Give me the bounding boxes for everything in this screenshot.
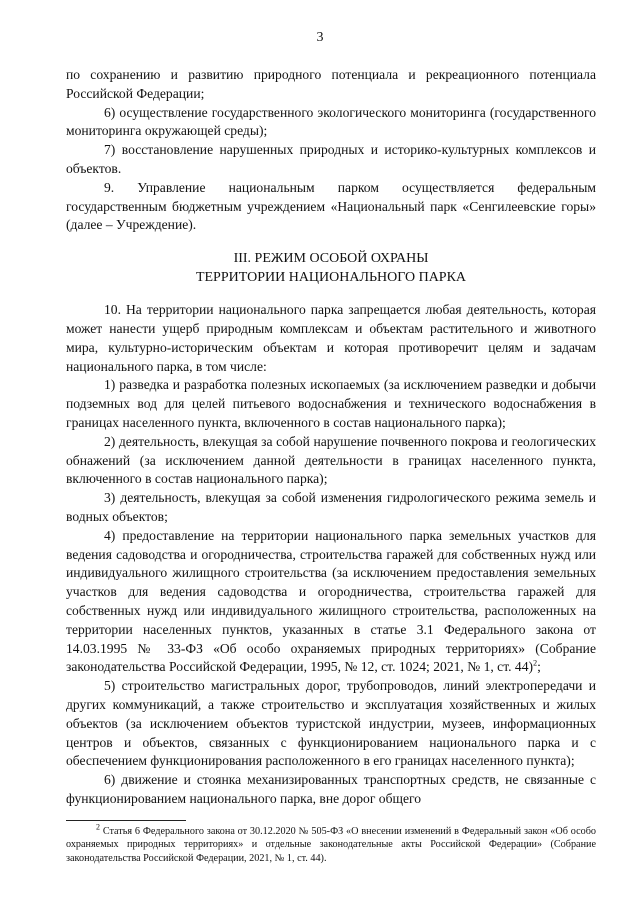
clause-10: 10. На территории национального парка запрещается любая деятельность, которая может нанести ущерб природным комплексам и объектам растительного и животного мира, культурно-историческим объектам и которая противоречит целям и задачам национального парка, в том числе: bbox=[66, 302, 596, 374]
footnote-divider bbox=[66, 820, 186, 821]
list-item-1: 1) разведка и разработка полезных ископаемых (за исключением разведки и добычи подземных вод для целей питьевого водоснабжения и технического водоснабжения в границах населенного пункта, включенного в состав национального парка); bbox=[66, 377, 596, 430]
footnote-marker: 2 bbox=[96, 822, 100, 832]
list-item-7: 7) восстановление нарушенных природных и историко-культурных комплексов и объектов. bbox=[66, 142, 596, 176]
clause-9: 9. Управление национальным парком осуществляется федеральным государственным бюджетным учреждением «Национальный парк «Сенгилеевские горы» (далее – Учреждение). bbox=[66, 179, 596, 233]
footnote bbox=[66, 822, 596, 865]
list-item-5: 5) строительство магистральных дорог, трубопроводов, линий электропередачи и других коммуникаций, а также строительство и эксплуатация хозяйственных и жилых объектов (за исключением объектов туристской индустрии, музеев, информационных центров и объектов, связанных с функционированием национального парка и с обеспечением функционирования расположенного в его границах населенного пункта); bbox=[66, 678, 596, 769]
document-body bbox=[66, 66, 596, 809]
list-item-3: 3) деятельность, влекущая за собой изменения гидрологического режима земель и водных объектов; bbox=[66, 490, 596, 524]
footnote-ref[interactable]: 2 bbox=[533, 658, 538, 668]
list-item-4-tail: ; bbox=[537, 659, 541, 675]
list-item-6: 6) осуществление государственного экологического мониторинга (государственного мониторинга окружающей среды); bbox=[66, 104, 596, 139]
paragraph: по сохранению и развитию природного потенциала и рекреационного потенциала Российской Федерации; bbox=[66, 67, 596, 101]
section-heading bbox=[66, 249, 596, 287]
section-heading-line2: ТЕРРИТОРИИ НАЦИОНАЛЬНОГО ПАРКА bbox=[195, 270, 467, 286]
page-number: 3 bbox=[316, 30, 324, 45]
list-item-6b: 6) движение и стоянка механизированных транспортных средств, не связанные с функционированием национального парка, вне дорог общего bbox=[66, 772, 596, 806]
list-item-4 bbox=[66, 527, 596, 677]
section-heading-line1: III. РЕЖИМ ОСОБОЙ ОХРАНЫ bbox=[233, 251, 429, 267]
list-item-2: 2) деятельность, влекущая за собой нарушение почвенного покрова и геологических обнажений (за исключением данной деятельности в границах населенного пункта, включенного в состав национального парка); bbox=[66, 433, 596, 487]
footnote-text: Статья 6 Федерального закона от 30.12.2020 № 505-ФЗ «О внесении изменений в Федеральный закон «Об особо охраняемых природных территориях» и отдельные законодательные акты Российской Федерации» (Собрание законодательства Российской Федерации, 2021, № 1, ст. 44). bbox=[66, 826, 596, 864]
list-item-4-text: 4) предоставление на территории национального парка земельных участков для ведения садоводства и огородничества, строительства гаражей для собственных нужд или индивидуального жилищного строительства (за исключением предоставления земельных участков для ведения садоводства и огородничества, строительства гаражей для собственных нужд или индивидуального жилищного строительства, расположенных на территории населенных пунктов, указанных в статье 3.1 Федерального закона от 14.03.1995 № 33-ФЗ «Об особо охраняемых природных территориях» (Собрание законодательства Российской Федерации, 1995, № 12, ст. 1024; 2021, № 1, ст. 44) bbox=[66, 527, 596, 675]
